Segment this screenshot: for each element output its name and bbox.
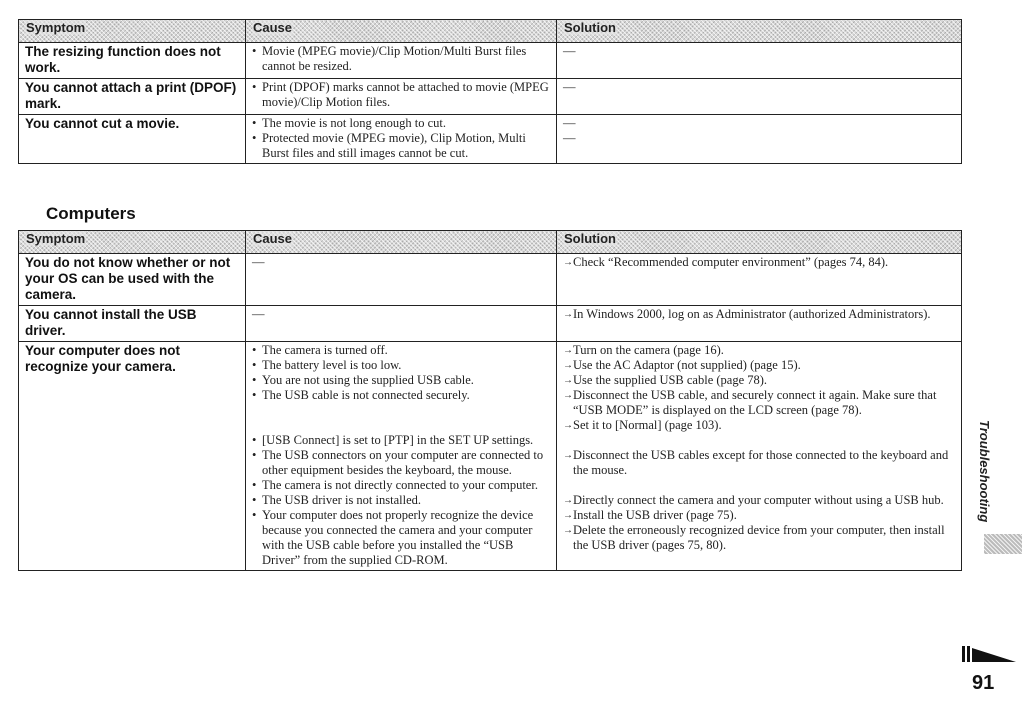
cause-item: • Movie (MPEG movie)/Clip Motion/Multi Burst files cannot be resized.: [252, 44, 550, 74]
solution-item: → Turn on the camera (page 16).: [563, 343, 955, 358]
cause-cell: [246, 79, 557, 115]
symptom-cell: You cannot install the USB driver.: [19, 306, 246, 342]
solution-item: —: [563, 80, 576, 94]
table-row: [19, 306, 962, 342]
solution-item: → Delete the erroneously recognized device from your computer, then install the USB driver (pages 75, 80).: [563, 523, 955, 553]
solution-item: → Directly connect the camera and your computer without using a USB hub.: [563, 493, 955, 508]
cause-item: • You are not using the supplied USB cable.: [252, 373, 550, 388]
solution-item: → Set it to [Normal] (page 103).: [563, 418, 955, 433]
symptom-cell: You cannot cut a movie.: [19, 115, 246, 164]
cause-item: • The USB cable is not connected securely.: [252, 388, 550, 403]
cause-cell: [246, 115, 557, 164]
cause-item: • [USB Connect] is set to [PTP] in the SET UP settings.: [252, 433, 550, 448]
symptom-cell: You do not know whether or not your OS can be used with the camera.: [19, 254, 246, 306]
solution-cell: [557, 79, 962, 115]
header-cause: Cause: [246, 20, 557, 43]
cause-item: • The movie is not long enough to cut.: [252, 116, 550, 131]
solution-item: → In Windows 2000, log on as Administrator (authorized Administrators).: [563, 307, 955, 322]
table-row: [19, 115, 962, 164]
side-tab-label: Troubleshooting: [977, 420, 992, 523]
cause-item: • Print (DPOF) marks cannot be attached to movie (MPEG movie)/Clip Motion files.: [252, 80, 550, 110]
cause-cell: [246, 43, 557, 79]
table-row: [19, 342, 962, 571]
solution-item: → Disconnect the USB cable, and securely connect it again. Make sure that “USB MODE” is displayed on the LCD screen (page 78).: [563, 388, 955, 418]
symptom-cell: Your computer does not recognize your camera.: [19, 342, 246, 571]
table-row: [19, 254, 962, 306]
cause-cell: —: [246, 306, 557, 342]
cause-item: • The USB driver is not installed.: [252, 493, 550, 508]
solution-cell: [557, 306, 962, 342]
table-header-row: [19, 231, 962, 254]
table-computers: [18, 230, 962, 571]
solution-item: —: [563, 131, 576, 145]
table-row: [19, 43, 962, 79]
cause-item: • The camera is not directly connected to your computer.: [252, 478, 550, 493]
solution-cell: [557, 342, 962, 571]
header-solution: Solution: [557, 231, 962, 254]
header-cause: Cause: [246, 231, 557, 254]
solution-item: → Use the supplied USB cable (page 78).: [563, 373, 955, 388]
cause-item: • The battery level is too low.: [252, 358, 550, 373]
solution-item: → Use the AC Adaptor (not supplied) (page 15).: [563, 358, 955, 373]
solution-item: → Disconnect the USB cables except for those connected to the keyboard and the mouse.: [563, 448, 955, 478]
solution-cell: [557, 43, 962, 79]
solution-cell: [557, 254, 962, 306]
section-heading-computers: Computers: [46, 204, 136, 223]
cause-item: • The USB connectors on your computer are connected to other equipment besides the keyboard, the mouse.: [252, 448, 550, 478]
cause-cell: [246, 342, 557, 571]
table-row: [19, 79, 962, 115]
solution-item: —: [563, 116, 576, 130]
table-header-row: [19, 20, 962, 43]
cause-cell: —: [246, 254, 557, 306]
solution-item: → Check “Recommended computer environment” (pages 74, 84).: [563, 255, 955, 270]
header-symptom: Symptom: [19, 231, 246, 254]
header-solution: Solution: [557, 20, 962, 43]
table-editing-issues: [18, 19, 962, 164]
continue-arrow-icon: [962, 640, 1016, 664]
cause-item: • Your computer does not properly recognize the device because you connected the camera and your computer with the USB cable before you installed the “USB Driver” from the supplied CD-ROM.: [252, 508, 550, 568]
side-tab-marker: [984, 534, 1022, 554]
header-symptom: Symptom: [19, 20, 246, 43]
cause-item: • Protected movie (MPEG movie), Clip Motion, Multi Burst files and still images cannot be cut.: [252, 131, 550, 161]
cause-item: • The camera is turned off.: [252, 343, 550, 358]
symptom-cell: The resizing function does not work.: [19, 43, 246, 79]
solution-cell: [557, 115, 962, 164]
solution-item: → Install the USB driver (page 75).: [563, 508, 955, 523]
page-number: 91: [972, 672, 995, 694]
symptom-cell: You cannot attach a print (DPOF) mark.: [19, 79, 246, 115]
solution-item: —: [563, 44, 576, 58]
